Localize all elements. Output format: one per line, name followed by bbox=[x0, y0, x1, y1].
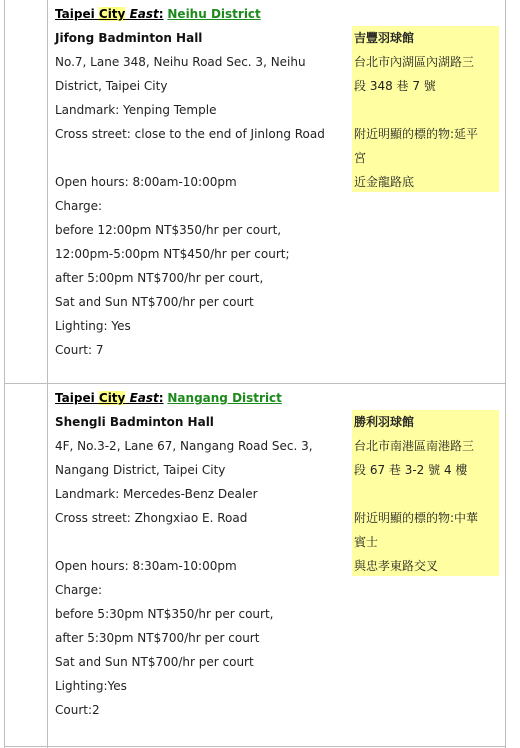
table-border-right bbox=[505, 0, 506, 748]
detail-line: 12:00pm-5:00pm NT$450/hr per court; bbox=[55, 247, 290, 261]
detail-line bbox=[55, 530, 340, 554]
zh-line: 與忠孝東路交叉 bbox=[354, 559, 439, 573]
zh-line: 段 67 巷 3-2 號 4 樓 bbox=[354, 463, 468, 477]
detail-line: Lighting: Yes bbox=[55, 319, 131, 333]
detail-line: before 12:00pm NT$350/hr per court, bbox=[55, 223, 282, 237]
zh-line: 近金龍路底 bbox=[354, 175, 415, 189]
detail-line: 4F, No.3-2, Lane 67, Nangang Road Sec. 3, bbox=[55, 439, 313, 453]
detail-line: Lighting:Yes bbox=[55, 679, 127, 693]
detail-line: Charge: bbox=[55, 583, 103, 597]
zh-line: 段 348 巷 7 號 bbox=[354, 79, 436, 93]
detail-line: after 5:00pm NT$700/hr per court, bbox=[55, 271, 264, 285]
table-border-left bbox=[4, 0, 5, 748]
detail-line: Landmark: Mercedes-Benz Dealer bbox=[55, 487, 258, 501]
city: Taipei bbox=[55, 7, 95, 21]
heading-link[interactable]: Taipei City East: bbox=[55, 7, 164, 21]
zh-line: 附近明顯的標的物:延平 bbox=[354, 127, 479, 141]
zh-line: 宮 bbox=[354, 151, 367, 165]
detail-line: No.7, Lane 348, Neihu Road Sec. 3, Neihu bbox=[55, 55, 306, 69]
table-border-bottom bbox=[4, 746, 506, 747]
entry-chinese bbox=[352, 410, 499, 576]
hall-name: Jifong Badminton Hall bbox=[55, 31, 203, 45]
entry-english bbox=[55, 386, 340, 722]
district-link[interactable]: Neihu District bbox=[167, 7, 261, 21]
detail-line: Open hours: 8:30am-10:00pm bbox=[55, 559, 237, 573]
heading-link[interactable]: Taipei City East: bbox=[55, 391, 164, 405]
zh-hall-name: 吉豐羽球館 bbox=[354, 31, 415, 45]
district-link[interactable]: Nangang District bbox=[167, 391, 282, 405]
entry-english bbox=[55, 2, 340, 362]
detail-line: District, Taipei City bbox=[55, 79, 168, 93]
zh-line: 賓士 bbox=[354, 535, 379, 549]
detail-line bbox=[55, 146, 340, 170]
city-word: City bbox=[98, 7, 126, 21]
detail-line: after 5:30pm NT$700/hr per court bbox=[55, 631, 260, 645]
entry-chinese bbox=[352, 26, 499, 192]
detail-line: Court:2 bbox=[55, 703, 100, 717]
zh-line: 台北市南港區南港路三 bbox=[354, 439, 475, 453]
row-divider bbox=[4, 383, 506, 384]
zh-hall-name: 勝利羽球館 bbox=[354, 415, 415, 429]
region: East bbox=[129, 7, 159, 21]
table-border-mid bbox=[47, 0, 48, 748]
region-heading bbox=[55, 2, 340, 26]
region: East bbox=[129, 391, 159, 405]
hall-name: Shengli Badminton Hall bbox=[55, 415, 214, 429]
zh-line bbox=[354, 98, 499, 122]
detail-line: Charge: bbox=[55, 199, 103, 213]
detail-line: Sat and Sun NT$700/hr per court bbox=[55, 655, 254, 669]
detail-line: Landmark: Yenping Temple bbox=[55, 103, 217, 117]
zh-line: 附近明顯的標的物:中華 bbox=[354, 511, 479, 525]
city-word: City bbox=[98, 391, 126, 405]
city: Taipei bbox=[55, 391, 95, 405]
region-heading bbox=[55, 386, 340, 410]
detail-line: Court: 7 bbox=[55, 343, 104, 357]
detail-line: Cross street: Zhongxiao E. Road bbox=[55, 511, 248, 525]
detail-line: Nangang District, Taipei City bbox=[55, 463, 226, 477]
detail-line: Sat and Sun NT$700/hr per court bbox=[55, 295, 254, 309]
zh-line bbox=[354, 482, 499, 506]
zh-line: 台北市內湖區內湖路三 bbox=[354, 55, 475, 69]
detail-line: Cross street: close to the end of Jinlong Road bbox=[55, 127, 325, 141]
detail-line: before 5:30pm NT$350/hr per court, bbox=[55, 607, 274, 621]
detail-line: Open hours: 8:00am-10:00pm bbox=[55, 175, 237, 189]
